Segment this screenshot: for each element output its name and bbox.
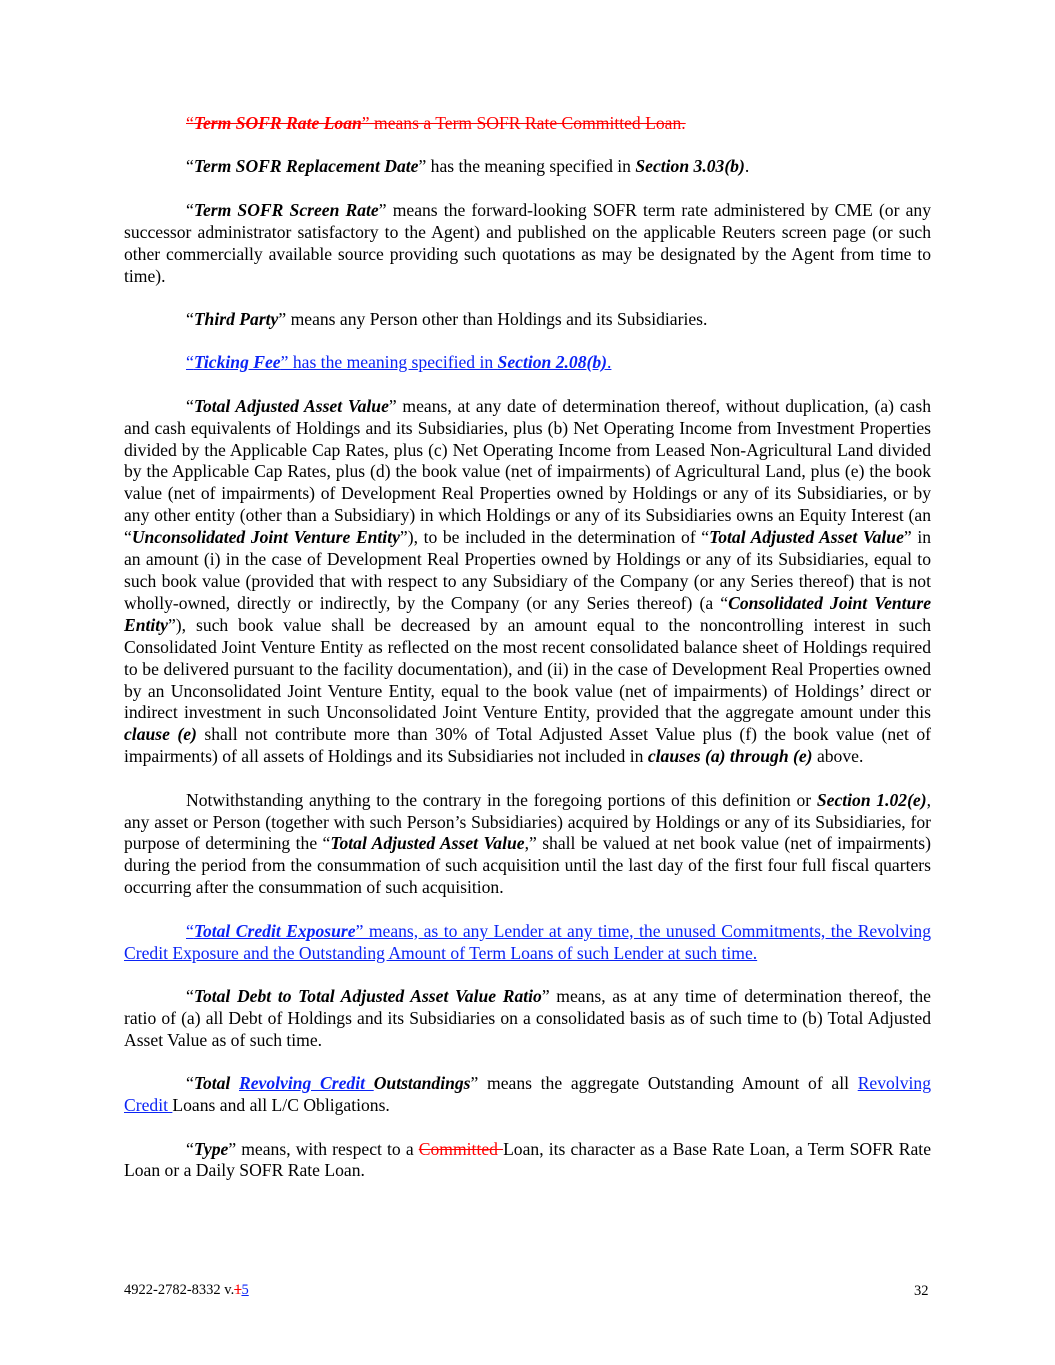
- defined-term: Term SOFR Rate Loan: [193, 113, 362, 133]
- period: .: [744, 156, 750, 177]
- definition-text: ” means a Term SOFR Rate Committed Loan.: [361, 113, 686, 133]
- definition-term-sofr-rate-loan: [124, 113, 931, 135]
- deleted-text: Committed: [418, 1138, 504, 1159]
- section-reference: Section 2.08(b): [497, 352, 608, 373]
- definition-text: ” means the forward-looking SOFR term rate administered by CME (or any successor administrator satisfactory to the Agent) and published on the applicable Reuters screen page (or such other commercially available source providing such quotations as may be designated by the Agent from time to time).: [124, 199, 932, 286]
- clause-reference: clauses (a) through (e): [647, 746, 813, 767]
- page-number: 32: [914, 1283, 929, 1299]
- defined-term: Total Debt to Total Adjusted Asset Value Ratio: [193, 986, 542, 1006]
- open-quote: “: [186, 113, 194, 133]
- definition-text: ” has the meaning specified in: [418, 156, 636, 177]
- defined-term: Total Adjusted Asset Value: [709, 527, 904, 548]
- defined-term: Third Party: [193, 308, 279, 329]
- open-quote: “: [186, 1138, 194, 1159]
- clause-reference: clause (e): [124, 724, 197, 745]
- defined-term: Term SOFR Screen Rate: [193, 199, 379, 220]
- period: .: [607, 352, 612, 373]
- paragraph-text: ,” shall be valued at net book value (net of impairments) during the period from the consummation of such acquisition until the last day of the first four full fiscal quarters occurring after the consummation of such acquisition.: [124, 833, 931, 898]
- document-body: [124, 113, 931, 1204]
- definition-text: ” means, as to any Lender at any time, the unused Commitments, the Revolving Credit Exposure and the Outstanding Amount of Term Loans of such Lender at such time.: [124, 920, 931, 963]
- definition-text: ” means, at any date of determination thereof, without duplication, (a) cash and cash equivalents of Holdings and its Subsidiaries, plus (b) Net Operating Income from Investment Properties divided by the Applicable Cap Rates, plus (c) Net Operating Income from Leased Non-Agricultural Land divided by the Applicable Cap Rates, plus (d) the book value (net of impairments) of Agricultural Land, plus (e) the book value (net of impairments) of Development Real Properties owned by Holdings or any of its Subsidiaries, or by any other entity (other than a Subsidiary) in which Holdings or any of its Subsidiaries owns an Equity Interest (an “: [124, 395, 932, 548]
- paragraph-text: , any asset or Person (together with such Person’s Subsidiaries) acquired by Holdings or any of its Subsidiaries, for purpose of determining the “: [124, 789, 932, 854]
- document-id-footer: [124, 1282, 249, 1299]
- defined-term: Unconsolidated Joint Venture Entity: [131, 527, 400, 548]
- definition-total-adjusted-asset-value: [124, 396, 931, 768]
- defined-term: Total Adjusted Asset Value: [193, 395, 389, 416]
- definition-ticking-fee: [124, 352, 931, 374]
- defined-term: Term SOFR Replacement Date: [193, 156, 419, 177]
- definition-text: ” means the aggregate Outstanding Amount of all: [470, 1073, 858, 1094]
- definition-text: ”), to be included in the determination of “: [399, 527, 710, 548]
- notwithstanding-paragraph: [124, 790, 931, 900]
- open-quote: “: [186, 395, 194, 416]
- section-reference: Section 3.03(b): [635, 156, 745, 177]
- definition-total-debt-ratio: [124, 986, 931, 1052]
- definition-third-party: [124, 309, 931, 331]
- open-quote: “: [186, 920, 194, 941]
- defined-term: Outstandings: [373, 1073, 471, 1094]
- definition-text: ”), such book value shall be decreased by an amount equal to the noncontrolling interest in such Consolidated Joint Venture Entity as reflected on the most recent consolidated balance sheet of Holdings required to be delivered pursuant to the facility documentation), and (ii) in the case of Development Real Properties owned by an Unconsolidated Joint Venture Entity, equal to the book value (net of impairments) of Holdings’ direct or indirect investment in such Unconsolidated Joint Venture Entity, provided that the aggregate amount under this: [124, 614, 931, 723]
- definition-text: ” means, as at any time of determination thereof, the ratio of (a) all Debt of Holdings and its Subsidiaries on a consolidated basis as of such time to (b) Total Adjusted Asset Value as of such time.: [124, 986, 931, 1050]
- defined-term: Type: [193, 1138, 229, 1159]
- open-quote: “: [186, 199, 194, 220]
- definition-text: ” in an amount (i) in the case of Development Real Properties owned by Holdings or any of its Subsidiaries, equal to such book value (provided that with respect to any Subsidiary of the Company (or any Series thereof) that is not wholly-owned, directly or indirectly, by the Company (or any Series thereof) (a “: [124, 527, 931, 613]
- defined-term: Total: [193, 1073, 240, 1094]
- document-id: 4922-2782-8332 v.: [124, 1282, 235, 1298]
- definition-text: shall not contribute more than 30% of Total Adjusted Asset Value plus (f) the book value (net of impairments) of all assets of Holdings and its Subsidiaries not included in: [124, 724, 931, 767]
- section-reference: Section 1.02(e): [816, 789, 927, 810]
- inserted-text: Revolving Credit: [124, 1073, 931, 1116]
- definition-text: ” has the meaning specified in: [280, 352, 498, 373]
- open-quote: “: [186, 352, 194, 373]
- definition-text: ” means, with respect to a: [228, 1138, 419, 1159]
- definition-total-credit-exposure: [124, 921, 931, 965]
- definition-text: Loan, its character as a Base Rate Loan, a Term SOFR Rate Loan or a Daily SOFR Rate Loan.: [124, 1138, 931, 1181]
- deleted-version: 1: [234, 1282, 242, 1298]
- defined-term: Ticking Fee: [193, 352, 281, 373]
- open-quote: “: [186, 156, 194, 177]
- inserted-version: 5: [241, 1282, 249, 1298]
- defined-term: Total Credit Exposure: [193, 920, 356, 941]
- open-quote: “: [186, 1073, 194, 1094]
- definition-term-sofr-screen-rate: [124, 200, 931, 288]
- definition-total-revolving-credit-outstandings: [124, 1073, 931, 1117]
- definition-term-sofr-replacement-date: [124, 156, 931, 178]
- paragraph-text: Notwithstanding anything to the contrary in the foregoing portions of this definition or: [186, 789, 817, 810]
- definition-text: ” means any Person other than Holdings and its Subsidiaries.: [278, 308, 708, 329]
- definition-text: Loans and all L/C Obligations.: [172, 1095, 390, 1116]
- defined-term: Consolidated Joint Venture Entity: [124, 592, 931, 635]
- open-quote: “: [186, 308, 194, 329]
- definition-type: [124, 1139, 931, 1183]
- defined-term: Total Adjusted Asset Value: [330, 833, 525, 854]
- definition-text: above.: [812, 746, 864, 767]
- open-quote: “: [186, 986, 194, 1006]
- inserted-term: Revolving Credit: [239, 1073, 374, 1094]
